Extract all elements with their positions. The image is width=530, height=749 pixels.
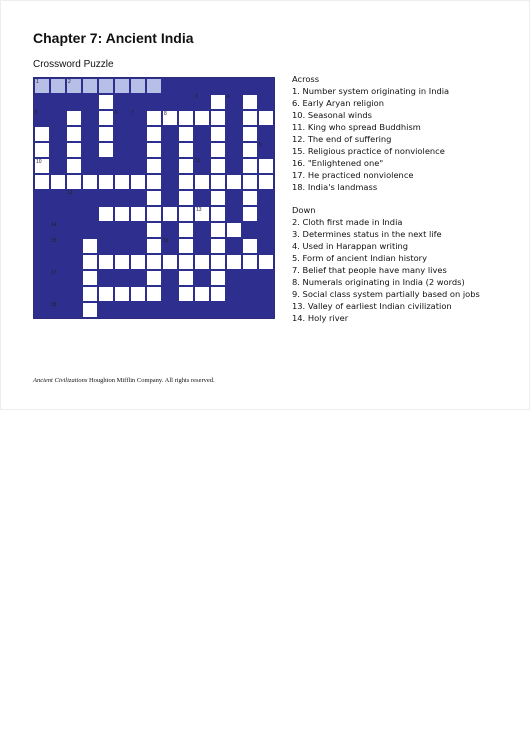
clue-number: 2: [68, 79, 71, 85]
grid-block-cell: [258, 94, 274, 110]
grid-answer-cell[interactable]: [194, 286, 210, 302]
grid-block-cell: [242, 222, 258, 238]
grid-answer-cell[interactable]: [146, 126, 162, 142]
across-clue: 18. India's landmass: [292, 182, 378, 192]
grid-answer-cell[interactable]: [34, 142, 50, 158]
down-clue: 14. Holy river: [292, 313, 349, 323]
grid-answer-cell[interactable]: [66, 126, 82, 142]
grid-answer-cell[interactable]: [82, 254, 98, 270]
grid-block-cell: [34, 286, 50, 302]
grid-answer-cell[interactable]: [82, 270, 98, 286]
grid-answer-cell[interactable]: [98, 94, 114, 110]
grid-block-cell: [130, 126, 146, 142]
grid-block-cell: [258, 286, 274, 302]
grid-answer-cell[interactable]: [178, 206, 194, 222]
grid-block-cell: [226, 142, 242, 158]
across-clue: 15. Religious practice of nonviolence: [292, 146, 445, 156]
grid-answer-cell[interactable]: [178, 110, 194, 126]
grid-answer-cell[interactable]: [210, 126, 226, 142]
grid-answer-cell[interactable]: [226, 222, 242, 238]
down-heading: Down: [292, 205, 316, 215]
page-title: Chapter 7: Ancient India: [33, 30, 194, 46]
down-clue-list: [292, 216, 522, 324]
clue-number: 11: [195, 158, 201, 164]
grid-block-cell: [66, 222, 82, 238]
grid-block-cell: [98, 158, 114, 174]
copyright-footer: [33, 377, 215, 384]
grid-answer-cell[interactable]: [242, 238, 258, 254]
grid-block-cell: [130, 222, 146, 238]
grid-block-cell: [130, 158, 146, 174]
grid-answer-cell[interactable]: [98, 174, 114, 190]
grid-block-cell: [146, 94, 162, 110]
across-clue: 11. King who spread Buddhism: [292, 122, 421, 132]
grid-answer-cell[interactable]: [242, 142, 258, 158]
grid-answer-cell[interactable]: [146, 270, 162, 286]
grid-block-cell: [66, 94, 82, 110]
across-clue-list: [292, 85, 522, 193]
grid-block-cell: [258, 238, 274, 254]
grid-block-cell: [66, 286, 82, 302]
grid-block-cell: [258, 126, 274, 142]
grid-block-cell: [34, 110, 50, 126]
grid-block-cell: [50, 190, 66, 206]
clue-number: 14: [51, 222, 57, 228]
puzzle-subtitle: Crossword Puzzle: [33, 59, 114, 70]
grid-block-cell: [194, 126, 210, 142]
grid-block-cell: [194, 238, 210, 254]
grid-block-cell: [50, 254, 66, 270]
grid-block-cell: [98, 238, 114, 254]
grid-block-cell: [34, 302, 50, 318]
grid-answer-cell[interactable]: [146, 254, 162, 270]
grid-block-cell: [98, 270, 114, 286]
grid-block-cell: [162, 238, 178, 254]
across-clue: 16. "Enlightened one": [292, 158, 384, 168]
grid-answer-cell[interactable]: [242, 190, 258, 206]
grid-answer-cell[interactable]: [98, 126, 114, 142]
clue-number: 7: [131, 110, 134, 116]
grid-answer-cell[interactable]: [194, 206, 210, 222]
grid-answer-cell[interactable]: [98, 286, 114, 302]
grid-block-cell: [66, 270, 82, 286]
grid-block-cell: [178, 94, 194, 110]
clue-number: 6: [115, 110, 118, 116]
grid-block-cell: [82, 94, 98, 110]
grid-block-cell: [242, 286, 258, 302]
grid-answer-cell[interactable]: [258, 110, 274, 126]
grid-block-cell: [194, 302, 210, 318]
grid-answer-cell[interactable]: [130, 78, 146, 94]
grid-answer-cell[interactable]: [98, 254, 114, 270]
grid-block-cell: [114, 126, 130, 142]
grid-block-cell: [210, 78, 226, 94]
grid-block-cell: [258, 190, 274, 206]
grid-block-cell: [194, 142, 210, 158]
grid-block-cell: [258, 142, 274, 158]
grid-answer-cell[interactable]: [146, 158, 162, 174]
clue-number: 1: [36, 79, 39, 85]
grid-block-cell: [82, 142, 98, 158]
grid-answer-cell[interactable]: [242, 158, 258, 174]
grid-answer-cell[interactable]: [178, 238, 194, 254]
grid-block-cell: [194, 78, 210, 94]
grid-answer-cell[interactable]: [178, 190, 194, 206]
grid-block-cell: [130, 238, 146, 254]
grid-block-cell: [194, 94, 210, 110]
grid-answer-cell[interactable]: [178, 286, 194, 302]
grid-block-cell: [226, 286, 242, 302]
footer-source: Ancient Civilizations: [33, 377, 88, 384]
grid-answer-cell[interactable]: [194, 174, 210, 190]
down-clue: 3. Determines status in the next life: [292, 229, 442, 239]
grid-block-cell: [242, 78, 258, 94]
grid-answer-cell[interactable]: [50, 174, 66, 190]
grid-answer-cell[interactable]: [146, 286, 162, 302]
grid-answer-cell[interactable]: [210, 190, 226, 206]
grid-answer-cell[interactable]: [146, 110, 162, 126]
clue-number: 5: [35, 110, 38, 116]
grid-answer-cell[interactable]: [146, 78, 162, 94]
grid-block-cell: [34, 94, 50, 110]
grid-block-cell: [258, 270, 274, 286]
grid-answer-cell[interactable]: [210, 238, 226, 254]
grid-block-cell: [162, 78, 178, 94]
grid-answer-cell[interactable]: [114, 174, 130, 190]
grid-block-cell: [162, 126, 178, 142]
crossword-grid: [33, 77, 275, 319]
grid-block-cell: [82, 126, 98, 142]
clue-number: 15: [51, 238, 57, 244]
grid-block-cell: [162, 142, 178, 158]
grid-answer-cell[interactable]: [114, 78, 130, 94]
grid-answer-cell[interactable]: [130, 174, 146, 190]
grid-block-cell: [66, 238, 82, 254]
grid-answer-cell[interactable]: [82, 238, 98, 254]
grid-answer-cell[interactable]: [66, 174, 82, 190]
grid-block-cell: [34, 206, 50, 222]
grid-block-cell: [114, 222, 130, 238]
grid-answer-cell[interactable]: [82, 302, 98, 318]
grid-block-cell: [50, 206, 66, 222]
grid-block-cell: [242, 302, 258, 318]
down-clue: 7. Belief that people have many lives: [292, 265, 447, 275]
grid-block-cell: [82, 190, 98, 206]
grid-answer-cell[interactable]: [98, 142, 114, 158]
grid-answer-cell[interactable]: [242, 126, 258, 142]
grid-answer-cell[interactable]: [34, 126, 50, 142]
clue-number: 12: [67, 190, 73, 196]
grid-answer-cell[interactable]: [258, 174, 274, 190]
grid-block-cell: [50, 222, 66, 238]
clue-number: 9: [259, 142, 262, 148]
grid-block-cell: [114, 94, 130, 110]
grid-block-cell: [178, 78, 194, 94]
grid-answer-cell[interactable]: [242, 94, 258, 110]
grid-answer-cell[interactable]: [162, 206, 178, 222]
grid-answer-cell[interactable]: [82, 78, 98, 94]
grid-block-cell: [98, 190, 114, 206]
grid-answer-cell[interactable]: [146, 206, 162, 222]
grid-answer-cell[interactable]: [242, 254, 258, 270]
grid-answer-cell[interactable]: [178, 254, 194, 270]
grid-answer-cell[interactable]: [194, 110, 210, 126]
grid-answer-cell[interactable]: [82, 286, 98, 302]
grid-block-cell: [50, 270, 66, 286]
grid-answer-cell[interactable]: [258, 254, 274, 270]
clue-number: 10: [36, 159, 42, 165]
clue-number: 18: [51, 302, 57, 308]
grid-block-cell: [178, 302, 194, 318]
grid-answer-cell[interactable]: [50, 78, 66, 94]
grid-block-cell: [226, 94, 242, 110]
grid-answer-cell[interactable]: [194, 254, 210, 270]
grid-block-cell: [226, 206, 242, 222]
clue-number: 3: [195, 94, 198, 100]
grid-block-cell: [98, 222, 114, 238]
across-heading: Across: [292, 74, 320, 84]
grid-block-cell: [162, 190, 178, 206]
grid-answer-cell[interactable]: [210, 206, 226, 222]
grid-answer-cell[interactable]: [178, 126, 194, 142]
clue-spacer: [292, 193, 522, 204]
grid-answer-cell[interactable]: [178, 142, 194, 158]
grid-answer-cell[interactable]: [242, 174, 258, 190]
grid-answer-cell[interactable]: [34, 174, 50, 190]
grid-block-cell: [162, 222, 178, 238]
grid-block-cell: [50, 238, 66, 254]
grid-block-cell: [258, 78, 274, 94]
grid-block-cell: [114, 302, 130, 318]
grid-block-cell: [82, 206, 98, 222]
grid-answer-cell[interactable]: [258, 158, 274, 174]
grid-answer-cell[interactable]: [98, 78, 114, 94]
grid-block-cell: [114, 190, 130, 206]
grid-block-cell: [50, 126, 66, 142]
grid-answer-cell[interactable]: [210, 254, 226, 270]
grid-answer-cell[interactable]: [66, 110, 82, 126]
grid-answer-cell[interactable]: [114, 206, 130, 222]
across-clue: 17. He practiced nonviolence: [292, 170, 414, 180]
grid-block-cell: [130, 110, 146, 126]
grid-answer-cell[interactable]: [146, 238, 162, 254]
grid-answer-cell[interactable]: [210, 174, 226, 190]
grid-block-cell: [50, 110, 66, 126]
grid-answer-cell[interactable]: [130, 254, 146, 270]
grid-block-cell: [82, 158, 98, 174]
across-clue: 6. Early Aryan religion: [292, 98, 384, 108]
clue-number: 8: [164, 111, 167, 117]
grid-block-cell: [162, 286, 178, 302]
down-clue: 2. Cloth first made in India: [292, 217, 403, 227]
grid-block-cell: [130, 302, 146, 318]
grid-block-cell: [226, 238, 242, 254]
grid-block-cell: [226, 78, 242, 94]
grid-answer-cell[interactable]: [98, 110, 114, 126]
down-clue: 8. Numerals originating in India (2 words): [292, 277, 465, 287]
grid-block-cell: [226, 190, 242, 206]
grid-answer-cell[interactable]: [178, 222, 194, 238]
grid-answer-cell[interactable]: [210, 270, 226, 286]
grid-block-cell: [130, 142, 146, 158]
grid-block-cell: [226, 126, 242, 142]
grid-block-cell: [242, 270, 258, 286]
grid-block-cell: [146, 302, 162, 318]
grid-block-cell: [162, 302, 178, 318]
grid-answer-cell[interactable]: [98, 206, 114, 222]
grid-block-cell: [130, 190, 146, 206]
grid-answer-cell[interactable]: [226, 174, 242, 190]
grid-block-cell: [34, 254, 50, 270]
grid-block-cell: [194, 222, 210, 238]
grid-answer-cell[interactable]: [146, 174, 162, 190]
grid-answer-cell[interactable]: [146, 222, 162, 238]
grid-answer-cell[interactable]: [210, 110, 226, 126]
grid-block-cell: [130, 270, 146, 286]
grid-block-cell: [194, 190, 210, 206]
grid-block-cell: [50, 302, 66, 318]
across-clue: 12. The end of suffering: [292, 134, 392, 144]
grid-block-cell: [34, 238, 50, 254]
grid-block-cell: [226, 110, 242, 126]
grid-block-cell: [226, 158, 242, 174]
grid-block-cell: [50, 286, 66, 302]
across-clue: 1. Number system originating in India: [292, 86, 450, 96]
grid-answer-cell[interactable]: [210, 94, 226, 110]
grid-block-cell: [194, 158, 210, 174]
grid-answer-cell[interactable]: [226, 254, 242, 270]
grid-block-cell: [98, 302, 114, 318]
grid-block-cell: [82, 110, 98, 126]
grid-answer-cell[interactable]: [162, 254, 178, 270]
grid-answer-cell[interactable]: [34, 78, 50, 94]
grid-block-cell: [114, 238, 130, 254]
grid-block-cell: [226, 270, 242, 286]
grid-block-cell: [66, 302, 82, 318]
grid-block-cell: [130, 94, 146, 110]
grid-answer-cell[interactable]: [66, 158, 82, 174]
grid-answer-cell[interactable]: [66, 78, 82, 94]
clue-number: 16: [163, 238, 169, 244]
grid-block-cell: [50, 158, 66, 174]
grid-block-cell: [162, 270, 178, 286]
grid-answer-cell[interactable]: [114, 254, 130, 270]
down-clue: 4. Used in Harappan writing: [292, 241, 409, 251]
grid-answer-cell[interactable]: [82, 174, 98, 190]
grid-block-cell: [114, 142, 130, 158]
clue-number: 17: [51, 270, 57, 276]
grid-block-cell: [66, 206, 82, 222]
grid-block-cell: [82, 222, 98, 238]
clue-number: 4: [227, 94, 230, 100]
grid-block-cell: [162, 94, 178, 110]
grid-block-cell: [34, 222, 50, 238]
grid-block-cell: [162, 158, 178, 174]
grid-answer-cell[interactable]: [34, 158, 50, 174]
grid-answer-cell[interactable]: [210, 222, 226, 238]
across-clue: 10. Seasonal winds: [292, 110, 372, 120]
grid-answer-cell[interactable]: [130, 286, 146, 302]
grid-answer-cell[interactable]: [242, 110, 258, 126]
clue-number: 13: [196, 207, 202, 213]
grid-answer-cell[interactable]: [210, 158, 226, 174]
grid-block-cell: [258, 222, 274, 238]
grid-answer-cell[interactable]: [242, 206, 258, 222]
grid-block-cell: [34, 270, 50, 286]
grid-answer-cell[interactable]: [162, 110, 178, 126]
clues-panel: [292, 73, 522, 324]
down-clue: 13. Valley of earliest Indian civilization: [292, 301, 452, 311]
grid-answer-cell[interactable]: [146, 190, 162, 206]
grid-block-cell: [114, 158, 130, 174]
grid-block-cell: [210, 302, 226, 318]
grid-answer-cell[interactable]: [178, 158, 194, 174]
down-clue: 5. Form of ancient Indian history: [292, 253, 427, 263]
footer-rest: Houghton Mifflin Company. All rights reserved.: [87, 377, 215, 384]
grid-answer-cell[interactable]: [178, 174, 194, 190]
grid-answer-cell[interactable]: [210, 142, 226, 158]
grid-block-cell: [34, 190, 50, 206]
grid-block-cell: [66, 190, 82, 206]
crossword-grid-container: [33, 77, 275, 319]
grid-answer-cell[interactable]: [114, 286, 130, 302]
grid-block-cell: [50, 94, 66, 110]
grid-block-cell: [114, 270, 130, 286]
grid-answer-cell[interactable]: [130, 206, 146, 222]
grid-answer-cell[interactable]: [210, 286, 226, 302]
grid-block-cell: [258, 206, 274, 222]
grid-block-cell: [226, 302, 242, 318]
grid-block-cell: [162, 174, 178, 190]
grid-block-cell: [50, 142, 66, 158]
grid-block-cell: [114, 110, 130, 126]
grid-block-cell: [194, 270, 210, 286]
grid-answer-cell[interactable]: [66, 142, 82, 158]
grid-answer-cell[interactable]: [178, 270, 194, 286]
grid-block-cell: [66, 254, 82, 270]
grid-block-cell: [258, 302, 274, 318]
down-clue: 9. Social class system partially based on jobs: [292, 289, 480, 299]
grid-answer-cell[interactable]: [146, 142, 162, 158]
